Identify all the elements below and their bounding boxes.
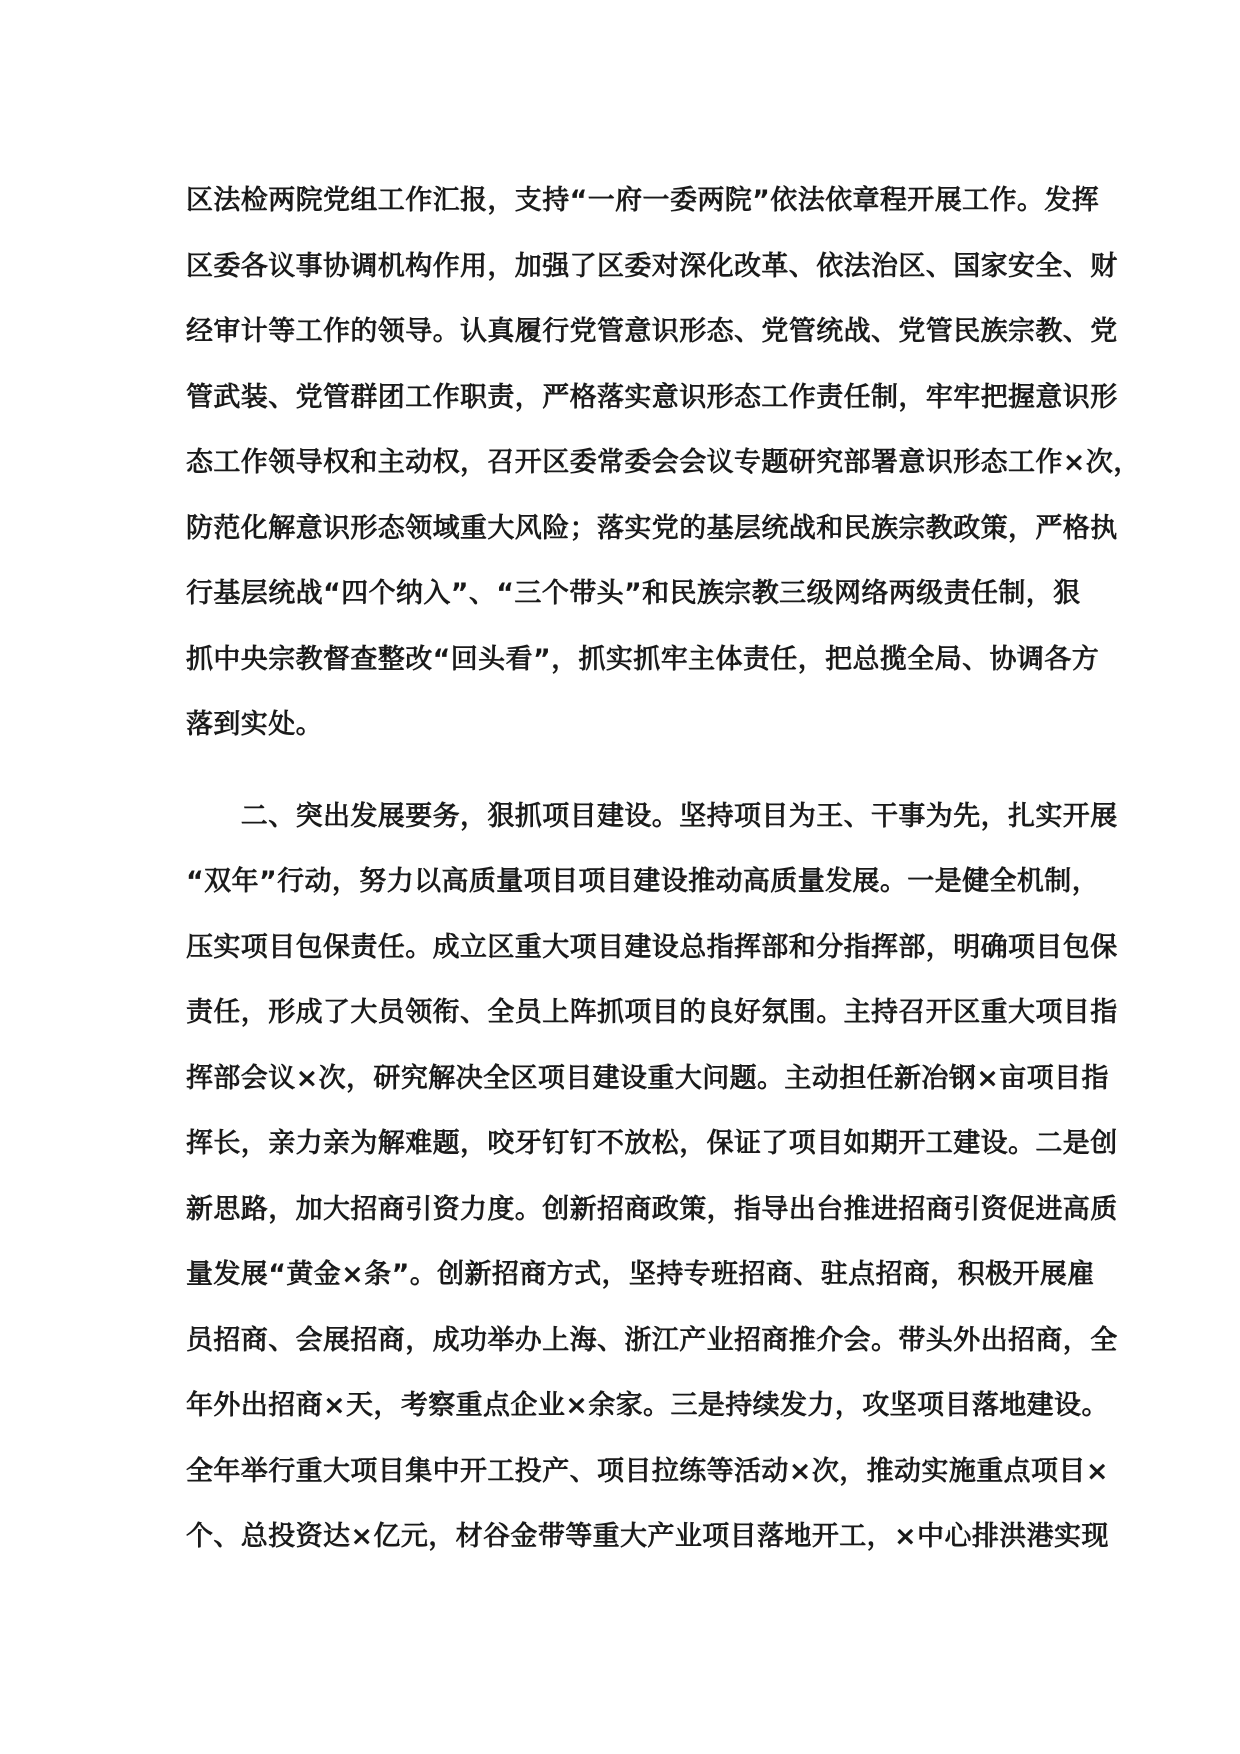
text-line: 员招商、会展招商，成功举办上海、浙江产业招商推介会。带头外出招商，全 (186, 1324, 1118, 1356)
text-line: 挥部会议×次，研究解决全区项目建设重大问题。主动担任新冶钢×亩项目指 (186, 1062, 1109, 1094)
text-line: 区法检两院党组工作汇报，支持“一府一委两院”依法依章程开展工作。发挥 (186, 185, 1100, 216)
text-line: 个、总投资达×亿元，材谷金带等重大产业项目落地开工，×中心排洪港实现 (186, 1521, 1109, 1552)
text-line: 挥长，亲力亲为解难题，咬牙钉钉不放松，保证了项目如期开工建设。二是创 (186, 1128, 1118, 1159)
text-line: 二、突出发展要务，狠抓项目建设。坚持项目为王、干事为先，扎实开展 (186, 800, 1118, 832)
text-line: 落到实处。 (186, 709, 323, 740)
document-body (186, 168, 1141, 1570)
text-line: 抓中央宗教督查整改“回头看”，抓实抓牢主体责任，把总揽全局、协调各方 (186, 643, 1100, 675)
text-line: “双年”行动，努力以高质量项目项目建设推动高质量发展。一是健全机制， (186, 866, 1100, 897)
text-line: 管武装、党管群团工作职责，严格落实意识形态工作责任制，牢牢把握意识形 (186, 381, 1118, 413)
text-line: 经审计等工作的领导。认真履行党管意识形态、党管统战、党管民族宗教、党 (186, 316, 1118, 347)
text-line: 区委各议事协调机构作用，加强了区委对深化改革、依法治区、国家安全、财 (186, 250, 1118, 282)
text-line: 责任，形成了大员领衔、全员上阵抓项目的良好氛围。主持召开区重大项目指 (186, 997, 1118, 1028)
text-line: 量发展“黄金×条”。创新招商方式，坚持专班招商、驻点招商，积极开展雇 (186, 1259, 1095, 1290)
text-line: 新思路，加大招商引资力度。创新招商政策，指导出台推进招商引资促进高质 (186, 1193, 1118, 1225)
paragraph-2 (186, 784, 1118, 1570)
text-line: 年外出招商×天，考察重点企业×余家。三是持续发力，攻坚项目落地建设。 (186, 1390, 1109, 1421)
text-line: 行基层统战“四个纳入”、“三个带头”和民族宗教三级网络两级责任制，狠 (186, 578, 1081, 609)
paragraph-spacer (186, 758, 1066, 784)
paragraph-1 (186, 168, 1141, 758)
text-line: 全年举行重大项目集中开工投产、项目拉练等活动×次，推动实施重点项目× (186, 1455, 1109, 1487)
text-line: 压实项目包保责任。成立区重大项目建设总指挥部和分指挥部，明确项目包保 (186, 931, 1118, 963)
text-line: 防范化解意识形态领域重大风险；落实党的基层统战和民族宗教政策，严格执 (186, 512, 1118, 544)
text-line: 态工作领导权和主动权，召开区委常委会会议专题研究部署意识形态工作×次， (186, 447, 1141, 478)
